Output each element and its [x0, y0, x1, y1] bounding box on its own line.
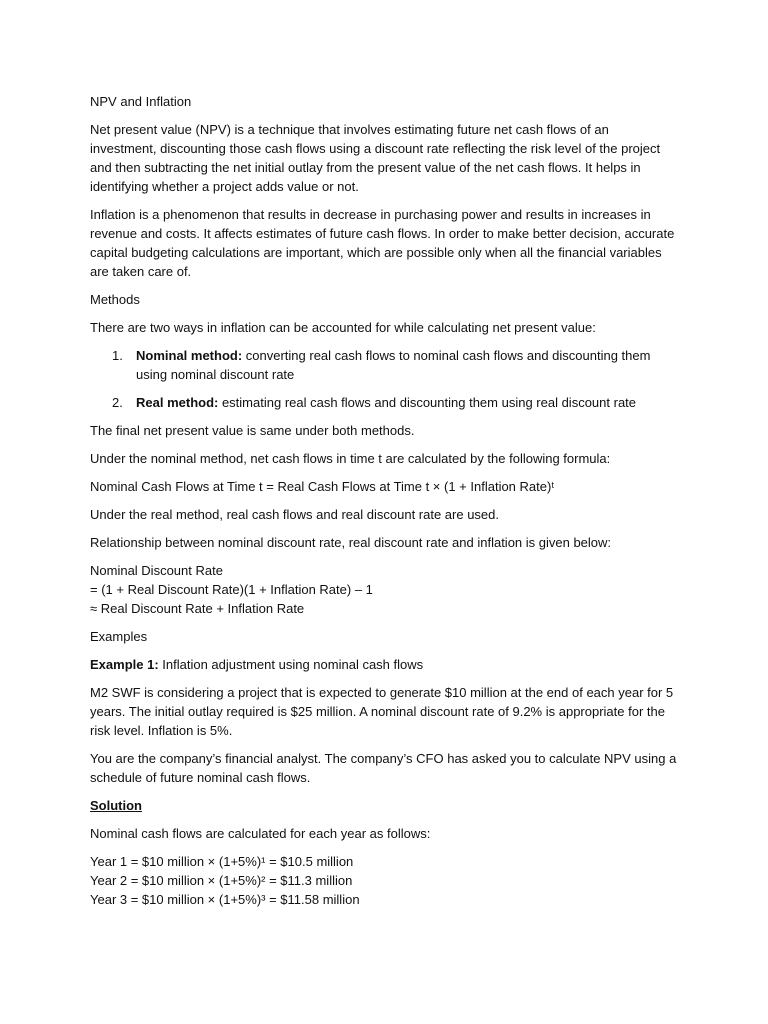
methods-list	[90, 346, 678, 412]
list-item	[90, 393, 678, 412]
intro-paragraph-1: Net present value (NPV) is a technique that involves estimating future net cash flows of an investment, discounting those cash flows using a discount rate reflecting the risk level of the project and then subtracting the net initial outlay from the present value of the net cash flows. It helps in identifying whether a project adds value or not.	[90, 122, 661, 194]
solution-heading	[90, 796, 678, 815]
formula-line: = (1 + Real Discount Rate)(1 + Inflation Rate) – 1	[90, 582, 373, 597]
formula-line: ≈ Real Discount Rate + Inflation Rate	[90, 601, 305, 616]
solution-intro: Nominal cash flows are calculated for each year as follows:	[90, 826, 431, 841]
list-item-number: 2.	[112, 395, 123, 410]
list-item-term: Nominal method:	[136, 348, 243, 363]
methods-intro: There are two ways in inflation can be accounted for while calculating net present value:	[90, 320, 596, 335]
list-item	[90, 346, 678, 384]
list-item-term: Real method:	[136, 395, 219, 410]
real-method-note: Under the real method, real cash flows and real discount rate are used.	[90, 507, 500, 522]
year-calculation-line: Year 3 = $10 million × (1+5%)³ = $11.58 million	[90, 892, 360, 907]
nominal-formula: Nominal Cash Flows at Time t = Real Cash Flows at Time t × (1 + Inflation Rate)ᵗ	[90, 479, 555, 494]
list-item-text	[136, 346, 678, 384]
list-item-desc: estimating real cash flows and discounting them using real discount rate	[218, 395, 637, 410]
intro-paragraph-2: Inflation is a phenomenon that results in decrease in purchasing power and results in increases in revenue and costs. It affects estimates of future cash flows. In order to make better decision, accurate capital budgeting calculations are important, which are possible only when all the financial variables are taken care of.	[90, 207, 675, 279]
document-body	[90, 92, 678, 909]
document-title: NPV and Inflation	[90, 94, 192, 109]
year-calculation-line: Year 1 = $10 million × (1+5%)¹ = $10.5 million	[90, 854, 354, 869]
methods-heading: Methods	[90, 292, 140, 307]
examples-heading: Examples	[90, 629, 148, 644]
solution-heading-text: Solution	[90, 798, 142, 813]
example-1-label: Example 1:	[90, 657, 159, 672]
formula-line: Nominal Discount Rate	[90, 563, 223, 578]
example-1-paragraph-2: You are the company’s financial analyst. The company’s CFO has asked you to calculate NPV using a schedule of future nominal cash flows.	[90, 751, 677, 785]
example-1-heading	[90, 655, 678, 674]
relationship-intro: Relationship between nominal discount rate, real discount rate and inflation is given below:	[90, 535, 612, 550]
nominal-formula-intro: Under the nominal method, net cash flows in time t are calculated by the following formula:	[90, 451, 611, 466]
list-item-desc: converting real cash flows to nominal cash flows and discounting them using nominal discount rate	[136, 348, 651, 382]
list-item-number: 1.	[112, 348, 123, 363]
year-calculations	[90, 852, 678, 909]
list-item-text	[136, 393, 678, 412]
relationship-formula	[90, 561, 678, 618]
example-1-paragraph-1: M2 SWF is considering a project that is expected to generate $10 million at the end of each year for 5 years. The initial outlay required is $25 million. A nominal discount rate of 9.2% is appropriate for the risk level. Inflation is 5%.	[90, 685, 674, 738]
example-1-title: Inflation adjustment using nominal cash flows	[158, 657, 424, 672]
year-calculation-line: Year 2 = $10 million × (1+5%)² = $11.3 million	[90, 873, 353, 888]
same-npv-statement: The final net present value is same under both methods.	[90, 423, 415, 438]
